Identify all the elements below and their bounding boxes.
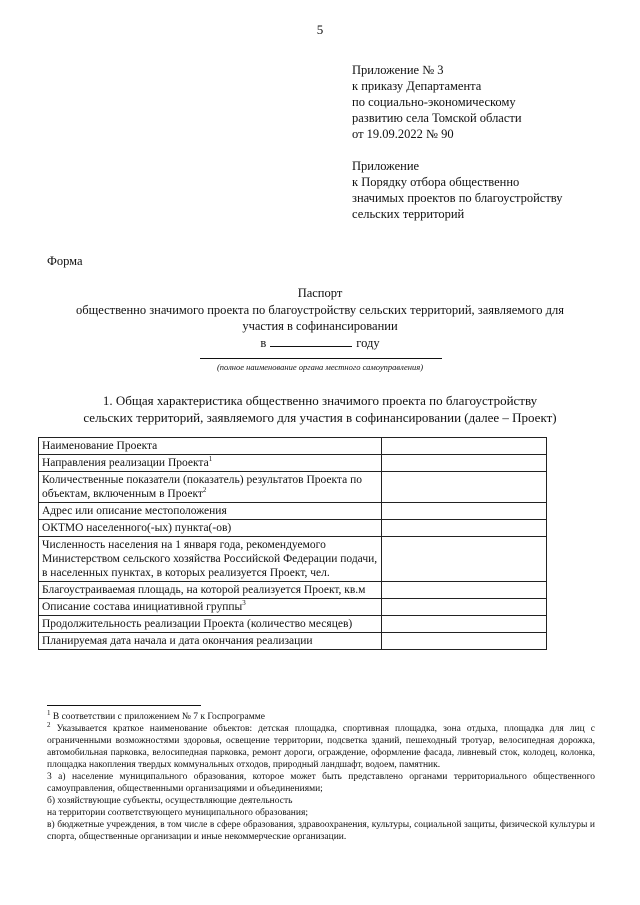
row-label: Планируемая дата начала и дата окончания реализации <box>39 633 382 650</box>
footnote-3b: б) хозяйствующие субъекты, осуществляющие деятельность <box>47 796 293 806</box>
appendix-3-header <box>352 62 522 142</box>
appendix-3-line: Приложение № 3 <box>352 63 444 77</box>
form-label: Форма <box>47 254 83 268</box>
footnote-separator <box>47 705 201 706</box>
row-value-cell[interactable] <box>382 633 547 650</box>
authority-name-line[interactable] <box>200 358 442 359</box>
footnote-3a: 3 а) население муниципального образования, которое может быть представлено органами территориального общественного самоуправления, общественными организациями и объединениями; <box>47 772 595 794</box>
appendix-3-line: от 19.09.2022 № 90 <box>352 127 454 141</box>
year-blank[interactable] <box>270 334 352 347</box>
year-line <box>0 334 640 351</box>
footnote-ref[interactable]: 3 <box>242 599 246 608</box>
appendix-3-line: к приказу Департамента <box>352 79 482 93</box>
table-row <box>39 599 547 616</box>
footnote-ref[interactable]: 2 <box>202 486 207 495</box>
appendix-line: Приложение <box>352 159 420 173</box>
table-row <box>39 633 547 650</box>
table-row <box>39 520 547 537</box>
footnote-1: $^1$ В соответствии с приложением № 7 к Госпрограмме <box>47 708 265 722</box>
table-row <box>39 616 547 633</box>
row-value-cell[interactable] <box>382 472 547 503</box>
footnote-3b-cont: на территории соответствующего муниципального образования; <box>47 808 308 818</box>
row-label: Численность населения на 1 января года, рекомендуемого Министерством сельского хозяйства Российской Федерации подачи, в населенных пунктах, в которых реализуется Проект, чел. <box>39 537 382 582</box>
table-row <box>39 582 547 599</box>
passport-title: Паспорт <box>297 286 343 300</box>
row-value-cell[interactable] <box>382 537 547 582</box>
appendix-header <box>352 158 563 222</box>
project-characteristics-table <box>38 437 547 650</box>
appendix-line: к Порядку отбора общественно <box>352 175 520 189</box>
row-label: Благоустраиваемая площадь, на которой реализуется Проект, кв.м <box>39 582 382 599</box>
footnote-2: $^2$ Указывается краткое наименование объектов: детская площадка, спортивная площадка, зона отдыха, площадка для лиц с ограниченными возможностями здоровья, освещение территории, подсветка зданий, пешеходный тротуар, велосипедная дорожка, автомобильная парковка, велосипедная парковка, ремонт дороги, ограждение, оформление фасада, ливневый сток, колодец, колонка, площадка накопления твердых коммунальных отходов, природный ландшафт, водоем, памятник. <box>47 720 595 770</box>
table-row <box>39 438 547 455</box>
appendix-line: сельских территорий <box>352 207 465 221</box>
section-1-heading-line: сельских территорий, заявляемого для участия в софинансировании (далее – Проект) <box>83 410 557 425</box>
row-label: Количественные показатели (показатель) результатов Проекта по объектам, включенным в Проект$^2$ <box>39 472 382 503</box>
section-1-heading-line: 1. Общая характеристика общественно значимого проекта по благоустройству <box>102 393 538 408</box>
section-1-heading <box>40 392 600 426</box>
row-value-cell[interactable] <box>382 616 547 633</box>
authority-name-caption: (полное наименование органа местного самоуправления) <box>216 362 424 372</box>
year-prefix: в <box>260 336 267 350</box>
appendix-3-line: по социально-экономическому <box>352 95 516 109</box>
footnote-mark: 2 <box>47 720 51 729</box>
footnote-mark: 1 <box>47 708 51 717</box>
row-value-cell[interactable] <box>382 455 547 472</box>
row-label: Описание состава инициативной группы$^3$ <box>39 599 382 616</box>
passport-subtitle-line: участия в софинансировании <box>242 319 398 333</box>
passport-subtitle <box>40 302 600 334</box>
row-label: Адрес или описание местоположения <box>39 503 382 520</box>
page-number: 5 <box>316 22 324 37</box>
table-row <box>39 455 547 472</box>
row-value-cell[interactable] <box>382 582 547 599</box>
row-value-cell[interactable] <box>382 520 547 537</box>
passport-subtitle-line: общественно значимого проекта по благоустройству сельских территорий, заявляемого для <box>76 303 564 317</box>
table-row <box>39 537 547 582</box>
footnote-ref[interactable]: 1 <box>208 455 213 464</box>
footnotes <box>47 708 595 843</box>
row-label: ОКТМО населенного(-ых) пункта(-ов) <box>39 520 382 537</box>
appendix-3-line: развитию села Томской области <box>352 111 522 125</box>
row-label: Направления реализации Проекта$^1$ <box>39 455 382 472</box>
row-value-cell[interactable] <box>382 503 547 520</box>
row-label: Продолжительность реализации Проекта (количество месяцев) <box>39 616 382 633</box>
table-row <box>39 472 547 503</box>
row-value-cell[interactable] <box>382 438 547 455</box>
table-row <box>39 503 547 520</box>
row-value-cell[interactable] <box>382 599 547 616</box>
footnote-3c: в) бюджетные учреждения, в том числе в сфере образования, здравоохранения, культуры, социальной защиты, физической культуры и спорта, общественные организации и иные некоммерческие организации. <box>47 820 595 842</box>
row-label: Наименование Проекта <box>39 438 382 455</box>
year-suffix: году <box>356 336 380 350</box>
appendix-line: значимых проектов по благоустройству <box>352 191 563 205</box>
